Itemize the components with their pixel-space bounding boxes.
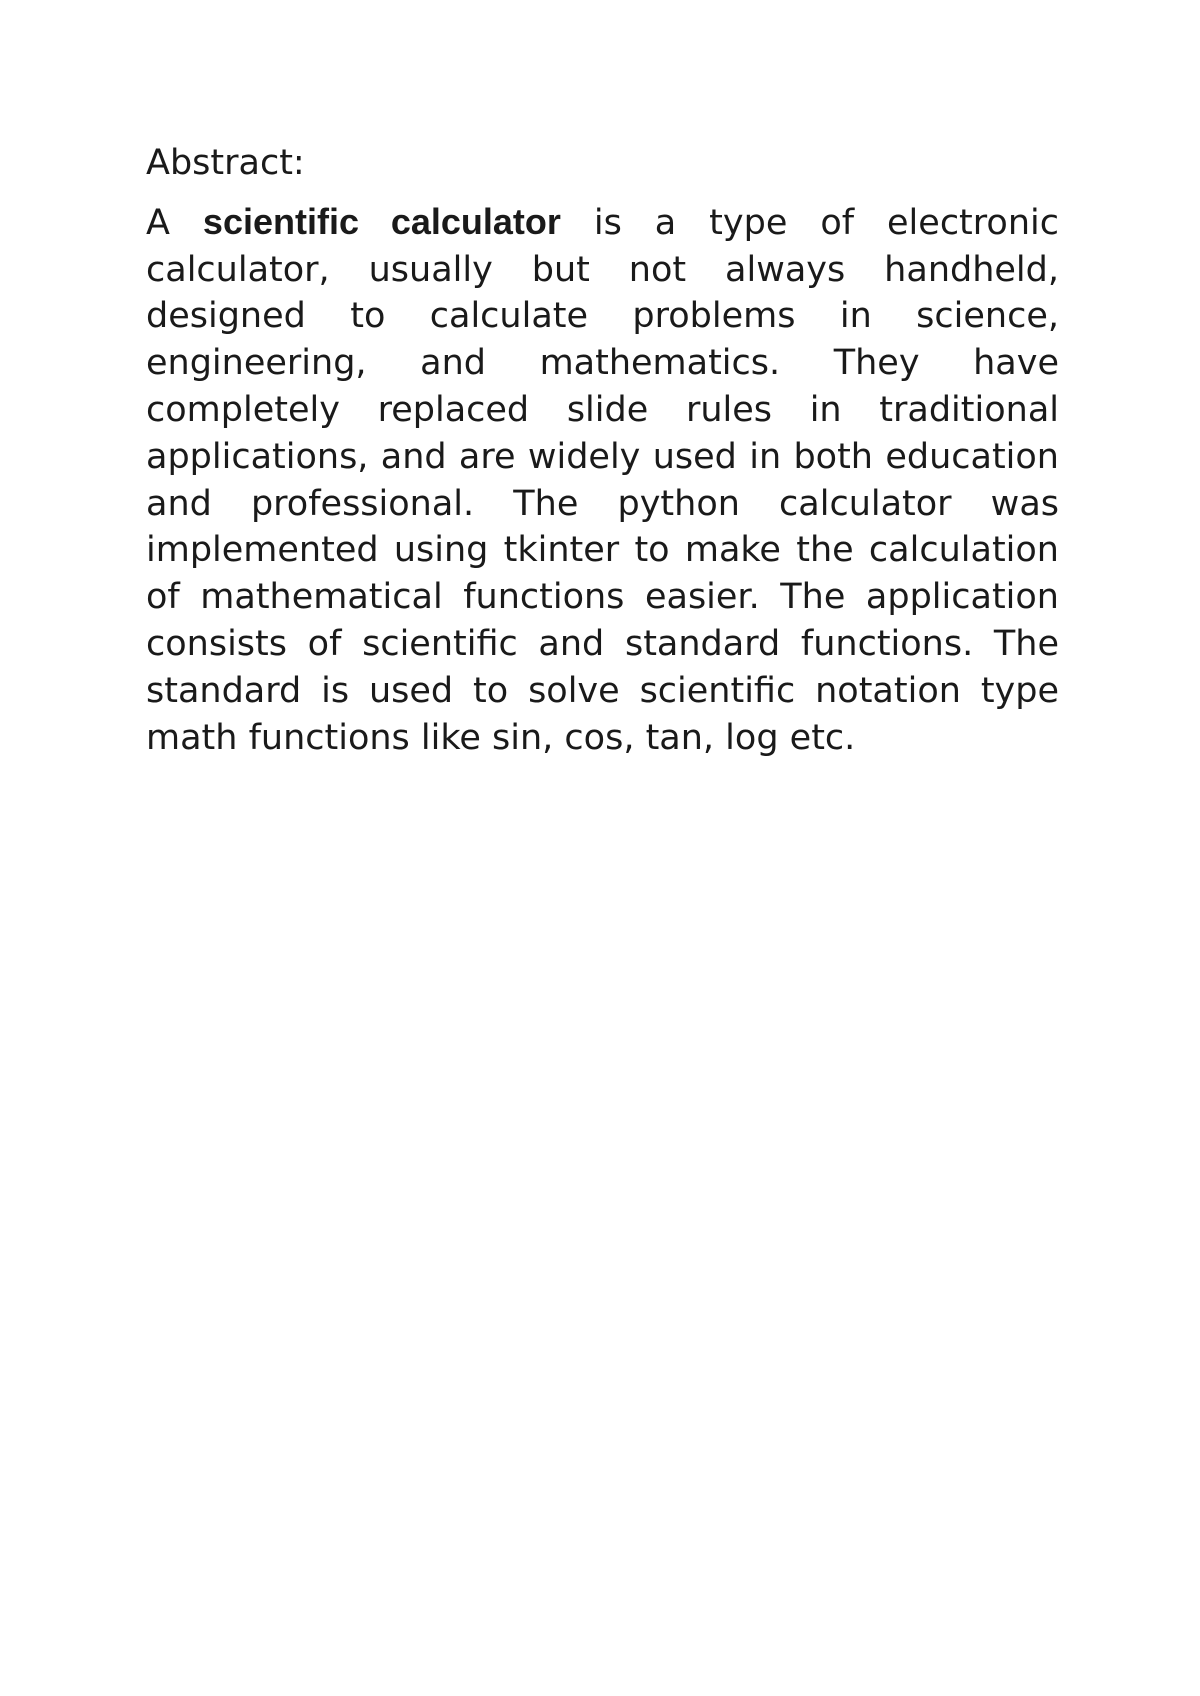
paragraph-body: is a type of electronic calculator, usually but not always handheld, designed to calculate problems in science, engineering, and mathematics. They have completely replaced slide rules in traditional applications, and are widely used in both education and professional. The python calculator was implemented using tkinter to make the calculation of mathematical functions easier. The application consists of scientific and standard functions. The standard is used to solve scientific notation type math functions like sin, cos, tan, log etc.	[146, 202, 1059, 758]
abstract-heading: Abstract:	[146, 143, 305, 183]
abstract-paragraph	[146, 199, 1059, 762]
paragraph-lead: A	[146, 202, 170, 243]
bold-term: scientific calculator	[202, 200, 561, 242]
abstract-section	[146, 140, 1059, 761]
